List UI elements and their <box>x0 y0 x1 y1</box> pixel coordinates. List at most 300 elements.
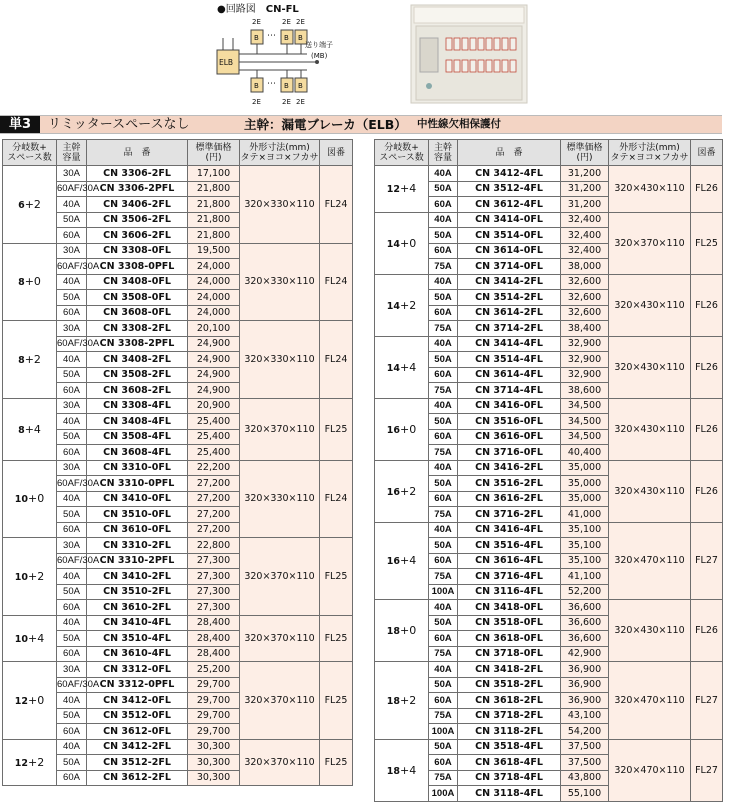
branch-count: 14 <box>386 238 400 250</box>
header-main: 主幹 容量 <box>429 140 458 166</box>
standard-price: 32,600 <box>561 274 609 290</box>
model-number: CN 3306-2PFL <box>87 181 188 197</box>
model-number: CN 3716-2FL <box>458 507 561 523</box>
header-model: 品 番 <box>458 140 561 166</box>
main-capacity: 60A <box>57 770 87 786</box>
branch-count: 18 <box>386 765 400 777</box>
model-number: CN 3116-4FL <box>458 584 561 600</box>
model-number: CN 3412-0FL <box>87 693 188 709</box>
standard-price: 28,400 <box>188 646 240 662</box>
table-header-row <box>3 140 353 166</box>
standard-price: 32,600 <box>561 305 609 321</box>
model-number: CN 3308-4FL <box>87 398 188 414</box>
model-number: CN 3310-0FL <box>87 460 188 476</box>
model-number: CN 3612-0FL <box>87 724 188 740</box>
branch-count: 8 <box>18 424 25 436</box>
model-number: CN 3610-4FL <box>87 646 188 662</box>
main-capacity: 60AF/30A <box>57 677 87 693</box>
dimensions: 320×330×110 <box>240 321 320 399</box>
main-capacity: 100A <box>429 724 458 740</box>
main-capacity: 40A <box>57 197 87 213</box>
drawing-number: FL25 <box>320 662 353 740</box>
standard-price: 40,400 <box>561 445 609 461</box>
main-capacity: 60A <box>57 724 87 740</box>
section-header <box>0 115 722 134</box>
standard-price: 22,800 <box>188 538 240 554</box>
svg-text:B: B <box>254 82 259 90</box>
svg-text:B: B <box>298 82 303 90</box>
model-number: CN 3512-0FL <box>87 708 188 724</box>
model-number: CN 3518-2FL <box>458 677 561 693</box>
model-number: CN 3410-0FL <box>87 491 188 507</box>
space-count: +4 <box>400 554 417 568</box>
main-capacity: 60A <box>57 228 87 244</box>
standard-price: 25,400 <box>188 414 240 430</box>
standard-price: 32,400 <box>561 243 609 259</box>
elb-label: ELB <box>219 58 234 67</box>
dimensions: 320×370×110 <box>240 739 320 786</box>
standard-price: 54,200 <box>561 724 609 740</box>
standard-price: 24,900 <box>188 352 240 368</box>
table-header-row <box>375 140 723 166</box>
main-capacity: 30A <box>57 398 87 414</box>
branch-count-cell <box>375 739 429 801</box>
branch-count: 16 <box>386 556 400 568</box>
model-number: CN 3312-0FL <box>87 662 188 678</box>
branch-count: 14 <box>386 300 400 312</box>
main-capacity: 100A <box>429 786 458 802</box>
branch-count: 10 <box>14 633 28 645</box>
main-capacity: 40A <box>429 522 458 538</box>
main-capacity: 50A <box>429 290 458 306</box>
standard-price: 22,200 <box>188 460 240 476</box>
model-number: CN 3416-2FL <box>458 460 561 476</box>
svg-text:2E: 2E <box>252 18 261 26</box>
standard-price: 19,500 <box>188 243 240 259</box>
standard-price: 32,900 <box>561 367 609 383</box>
main-capacity: 50A <box>429 677 458 693</box>
price-table-left <box>2 139 353 786</box>
main-capacity: 40A <box>57 414 87 430</box>
drawing-number: FL26 <box>691 460 723 522</box>
standard-price: 36,900 <box>561 662 609 678</box>
main-capacity: 75A <box>429 569 458 585</box>
space-count: +2 <box>28 569 45 583</box>
main-capacity: 50A <box>57 429 87 445</box>
model-number: CN 3618-2FL <box>458 693 561 709</box>
branch-count: 12 <box>14 695 28 707</box>
space-count: +4 <box>400 763 417 777</box>
table-row <box>3 739 353 755</box>
table-row <box>375 166 723 182</box>
drawing-number: FL24 <box>320 166 353 244</box>
main-capacity: 60AF/30A <box>57 553 87 569</box>
main-capacity: 60AF/30A <box>57 181 87 197</box>
model-number: CN 3508-2FL <box>87 367 188 383</box>
svg-text:2E: 2E <box>252 98 261 106</box>
branch-count: 18 <box>386 695 400 707</box>
branch-bottom-1 <box>251 70 263 106</box>
main-capacity: 40A <box>429 212 458 228</box>
standard-price: 30,300 <box>188 739 240 755</box>
dimensions: 320×430×110 <box>609 398 691 460</box>
model-number: CN 3416-0FL <box>458 398 561 414</box>
branch-count: 14 <box>386 362 400 374</box>
branch-count: 12 <box>14 757 28 769</box>
product-photo <box>410 4 528 104</box>
branch-count: 6 <box>18 199 25 211</box>
standard-price: 27,200 <box>188 491 240 507</box>
space-count: +4 <box>28 631 45 645</box>
model-number: CN 3414-4FL <box>458 336 561 352</box>
svg-text:⋯: ⋯ <box>267 31 276 41</box>
model-number: CN 3716-0FL <box>458 445 561 461</box>
space-count: +0 <box>400 422 417 436</box>
model-number: CN 3614-4FL <box>458 367 561 383</box>
series-subtitle: リミッタースペースなし <box>48 117 190 132</box>
main-capacity: 75A <box>429 708 458 724</box>
branch-count-cell <box>375 336 429 398</box>
main-capacity: 40A <box>429 662 458 678</box>
model-number: CN 3410-4FL <box>87 615 188 631</box>
branch-count-cell <box>3 166 57 244</box>
standard-price: 21,800 <box>188 181 240 197</box>
header-main: 主幹 容量 <box>57 140 87 166</box>
header-dimensions: 外形寸法(mm) タテ×ヨコ×フカサ <box>609 140 691 166</box>
model-number: CN 3514-4FL <box>458 352 561 368</box>
dimensions: 320×430×110 <box>609 460 691 522</box>
header-price: 標準価格 (円) <box>561 140 609 166</box>
model-number: CN 3614-2FL <box>458 305 561 321</box>
standard-price: 35,100 <box>561 553 609 569</box>
model-number: CN 3516-2FL <box>458 476 561 492</box>
main-capacity: 60A <box>429 305 458 321</box>
standard-price: 31,200 <box>561 166 609 182</box>
standard-price: 28,400 <box>188 631 240 647</box>
model-number: CN 3308-2PFL <box>87 336 188 352</box>
standard-price: 24,000 <box>188 274 240 290</box>
main-capacity: 60A <box>57 600 87 616</box>
standard-price: 36,600 <box>561 600 609 616</box>
space-count: +0 <box>24 275 41 289</box>
drawing-number: FL26 <box>691 274 723 336</box>
main-breaker-title: 主幹：漏電ブレーカ（ELB） <box>244 117 407 132</box>
main-breaker-shape <box>420 38 438 72</box>
model-number: CN 3616-2FL <box>458 491 561 507</box>
standard-price: 21,800 <box>188 212 240 228</box>
dimensions: 320×430×110 <box>609 336 691 398</box>
standard-price: 20,900 <box>188 398 240 414</box>
header-branches: 分岐数+ スペース数 <box>3 140 57 166</box>
space-count: +2 <box>400 298 417 312</box>
standard-price: 37,500 <box>561 755 609 771</box>
model-number: CN 3310-0PFL <box>87 476 188 492</box>
standard-price: 21,800 <box>188 197 240 213</box>
model-number: CN 3508-0FL <box>87 290 188 306</box>
dimensions: 320×330×110 <box>240 243 320 321</box>
dimensions: 320×370×110 <box>240 662 320 740</box>
model-number: CN 3412-2FL <box>87 739 188 755</box>
standard-price: 38,400 <box>561 321 609 337</box>
branch-bottom-3 <box>295 70 307 106</box>
branch-count: 8 <box>18 354 25 366</box>
dimensions: 320×370×110 <box>609 212 691 274</box>
model-number: CN 3608-0FL <box>87 305 188 321</box>
table-body-left <box>3 166 353 786</box>
space-count: +0 <box>400 236 417 250</box>
main-capacity: 30A <box>57 460 87 476</box>
main-capacity: 30A <box>57 243 87 259</box>
model-number: CN 3716-4FL <box>458 569 561 585</box>
main-capacity: 40A <box>57 739 87 755</box>
space-count: +2 <box>24 197 41 211</box>
branch-count-cell <box>3 538 57 616</box>
branch-count: 16 <box>386 424 400 436</box>
standard-price: 27,200 <box>188 522 240 538</box>
main-capacity: 40A <box>57 491 87 507</box>
model-number: CN 3118-2FL <box>458 724 561 740</box>
model-number: CN 3308-0FL <box>87 243 188 259</box>
model-number: CN 3310-2FL <box>87 538 188 554</box>
standard-price: 32,400 <box>561 228 609 244</box>
model-number: CN 3610-2FL <box>87 600 188 616</box>
table-row <box>3 615 353 631</box>
branch-count: 8 <box>18 277 25 289</box>
model-number: CN 3510-4FL <box>87 631 188 647</box>
table-row <box>375 662 723 678</box>
branch-count-cell <box>375 274 429 336</box>
main-capacity: 60A <box>429 631 458 647</box>
space-count: +0 <box>28 492 45 506</box>
header-model: 品 番 <box>87 140 188 166</box>
model-number: CN 3310-2PFL <box>87 553 188 569</box>
terminal-label: 送り端子 <box>305 41 333 49</box>
diagram-model: CN-FL <box>265 4 299 15</box>
main-capacity: 30A <box>57 321 87 337</box>
main-capacity: 40A <box>429 398 458 414</box>
standard-price: 32,900 <box>561 336 609 352</box>
standard-price: 32,600 <box>561 290 609 306</box>
standard-price: 25,400 <box>188 445 240 461</box>
main-capacity: 60A <box>429 755 458 771</box>
main-capacity: 50A <box>429 181 458 197</box>
svg-text:2E: 2E <box>296 98 305 106</box>
standard-price: 27,300 <box>188 553 240 569</box>
branch-count: 18 <box>386 626 400 637</box>
drawing-number: FL25 <box>320 538 353 616</box>
main-capacity: 75A <box>429 445 458 461</box>
model-number: CN 3516-0FL <box>458 414 561 430</box>
standard-price: 30,300 <box>188 770 240 786</box>
table-row <box>3 321 353 337</box>
branch-count-cell <box>3 615 57 662</box>
standard-price: 41,100 <box>561 569 609 585</box>
branch-top-1 <box>251 18 263 54</box>
standard-price: 29,700 <box>188 708 240 724</box>
model-number: CN 3608-2FL <box>87 383 188 399</box>
standard-price: 27,300 <box>188 569 240 585</box>
main-capacity: 40A <box>429 274 458 290</box>
table-body-right <box>375 166 723 802</box>
branch-count-cell <box>3 398 57 460</box>
model-number: CN 3412-4FL <box>458 166 561 182</box>
dimensions: 320×470×110 <box>609 739 691 801</box>
main-capacity: 60A <box>429 243 458 259</box>
table-row <box>3 398 353 414</box>
standard-price: 43,800 <box>561 770 609 786</box>
main-capacity: 75A <box>429 321 458 337</box>
model-number: CN 3510-2FL <box>87 584 188 600</box>
standard-price: 27,300 <box>188 600 240 616</box>
svg-text:⋯: ⋯ <box>267 79 276 89</box>
main-capacity: 60A <box>429 429 458 445</box>
header-drawing: 図番 <box>320 140 353 166</box>
drawing-number: FL27 <box>691 739 723 801</box>
drawing-number: FL24 <box>320 321 353 399</box>
main-capacity: 60A <box>57 522 87 538</box>
model-number: CN 3616-4FL <box>458 553 561 569</box>
model-number: CN 3118-4FL <box>458 786 561 802</box>
standard-price: 24,000 <box>188 290 240 306</box>
dimensions: 320×470×110 <box>609 662 691 740</box>
main-capacity: 40A <box>429 600 458 616</box>
main-capacity: 60A <box>429 693 458 709</box>
standard-price: 34,500 <box>561 414 609 430</box>
drawing-number: FL25 <box>320 615 353 662</box>
main-capacity: 60A <box>57 305 87 321</box>
space-count: +0 <box>400 624 417 637</box>
main-capacity: 40A <box>57 693 87 709</box>
standard-price: 29,700 <box>188 693 240 709</box>
standard-price: 32,900 <box>561 352 609 368</box>
main-capacity: 75A <box>429 646 458 662</box>
main-capacity: 60AF/30A <box>57 476 87 492</box>
model-number: CN 3718-4FL <box>458 770 561 786</box>
panel-indicator <box>426 83 432 89</box>
standard-price: 25,200 <box>188 662 240 678</box>
standard-price: 25,400 <box>188 429 240 445</box>
branch-count-cell <box>3 662 57 740</box>
main-capacity: 40A <box>57 615 87 631</box>
main-capacity: 30A <box>57 662 87 678</box>
drawing-number: FL24 <box>320 460 353 538</box>
model-number: CN 3312-0PFL <box>87 677 188 693</box>
main-capacity: 75A <box>429 770 458 786</box>
branch-count-cell <box>375 460 429 522</box>
main-capacity: 50A <box>57 631 87 647</box>
svg-text:B: B <box>284 34 289 42</box>
model-number: CN 3308-0PFL <box>87 259 188 275</box>
model-number: CN 3306-2FL <box>87 166 188 182</box>
space-count: +0 <box>28 693 45 707</box>
table-row <box>375 460 723 476</box>
main-capacity: 75A <box>429 259 458 275</box>
dimensions: 320×470×110 <box>609 522 691 600</box>
branch-count-cell <box>3 243 57 321</box>
space-count: +2 <box>400 693 417 707</box>
svg-text:2E: 2E <box>296 18 305 26</box>
standard-price: 36,600 <box>561 631 609 647</box>
main-capacity: 60A <box>429 553 458 569</box>
standard-price: 29,700 <box>188 677 240 693</box>
series-badge: 単3 <box>0 116 40 133</box>
main-capacity: 50A <box>57 755 87 771</box>
model-number: CN 3518-4FL <box>458 739 561 755</box>
branch-count-cell <box>375 600 429 662</box>
standard-price: 36,900 <box>561 677 609 693</box>
drawing-number: FL25 <box>691 212 723 274</box>
model-number: CN 3416-4FL <box>458 522 561 538</box>
branch-count: 10 <box>14 571 28 583</box>
standard-price: 24,000 <box>188 259 240 275</box>
header-price: 標準価格 (円) <box>188 140 240 166</box>
model-number: CN 3512-4FL <box>458 181 561 197</box>
drawing-number: FL26 <box>691 398 723 460</box>
standard-price: 29,700 <box>188 724 240 740</box>
panel-lid <box>414 7 524 23</box>
standard-price: 34,500 <box>561 398 609 414</box>
space-count: +2 <box>24 352 41 366</box>
standard-price: 27,300 <box>188 584 240 600</box>
standard-price: 30,300 <box>188 755 240 771</box>
table-row <box>3 460 353 476</box>
standard-price: 38,000 <box>561 259 609 275</box>
model-number: CN 3714-4FL <box>458 383 561 399</box>
model-number: CN 3714-2FL <box>458 321 561 337</box>
model-number: CN 3612-2FL <box>87 770 188 786</box>
table-row <box>3 243 353 259</box>
standard-price: 32,400 <box>561 212 609 228</box>
main-capacity: 60AF/30A <box>57 259 87 275</box>
model-number: CN 3506-2FL <box>87 212 188 228</box>
header-dimensions: 外形寸法(mm) タテ×ヨコ×フカサ <box>240 140 320 166</box>
branch-count-cell <box>3 460 57 538</box>
main-capacity: 30A <box>57 166 87 182</box>
standard-price: 41,000 <box>561 507 609 523</box>
table-row <box>375 274 723 290</box>
main-capacity: 40A <box>57 352 87 368</box>
drawing-number: FL26 <box>691 336 723 398</box>
standard-price: 28,400 <box>188 615 240 631</box>
branch-count-cell <box>3 739 57 786</box>
dimensions: 320×370×110 <box>240 615 320 662</box>
standard-price: 35,000 <box>561 491 609 507</box>
main-capacity: 60A <box>57 445 87 461</box>
branch-count: 12 <box>386 184 400 196</box>
branch-count: 16 <box>386 486 400 498</box>
main-capacity: 50A <box>429 739 458 755</box>
model-number: CN 3616-0FL <box>458 429 561 445</box>
table-row <box>3 538 353 554</box>
circuit-schematic <box>205 0 405 112</box>
standard-price: 31,200 <box>561 181 609 197</box>
standard-price: 21,800 <box>188 228 240 244</box>
drawing-number: FL26 <box>691 600 723 662</box>
main-capacity: 50A <box>57 584 87 600</box>
main-capacity: 60A <box>429 197 458 213</box>
model-number: CN 3510-0FL <box>87 507 188 523</box>
model-number: CN 3408-4FL <box>87 414 188 430</box>
dimensions: 320×330×110 <box>240 166 320 244</box>
standard-price: 38,600 <box>561 383 609 399</box>
standard-price: 31,200 <box>561 197 609 213</box>
model-number: CN 3518-0FL <box>458 615 561 631</box>
branch-count-cell <box>375 522 429 600</box>
main-capacity: 50A <box>57 290 87 306</box>
standard-price: 17,100 <box>188 166 240 182</box>
model-number: CN 3516-4FL <box>458 538 561 554</box>
main-capacity: 50A <box>57 507 87 523</box>
